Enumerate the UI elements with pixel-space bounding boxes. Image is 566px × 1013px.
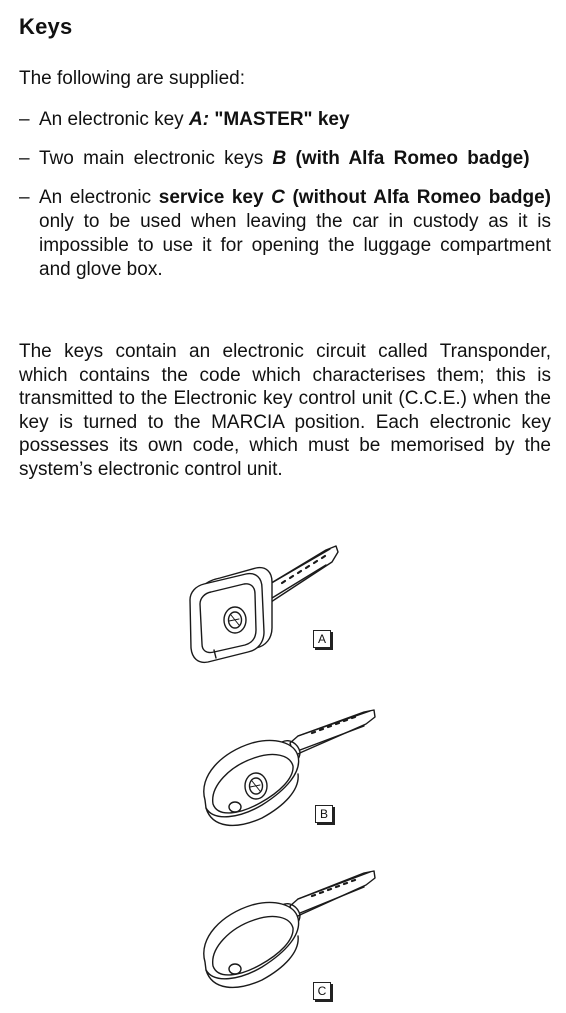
intro-text: The following are supplied: [19,68,246,89]
bullet-dash: – [19,187,30,208]
text-run: Two main electronic keys [39,148,273,169]
bold-text: (with Alfa Romeo badge) [295,148,530,169]
bold-text: (without Alfa Romeo badge) [292,187,551,208]
bold-text: "MASTER" key [214,109,350,130]
text-run: An electronic [39,187,159,208]
key-letter: C [271,187,285,208]
figure-label-a: A [313,630,331,648]
text-run: An electronic key [39,109,189,130]
figure-label-c: C [313,982,331,1000]
bullet-dash: – [19,109,30,130]
page-title: Keys [19,14,73,39]
figure-label-b: B [315,805,333,823]
bold-text: service key [158,187,264,208]
bullet-dash: – [19,148,30,169]
key-letter: B [272,148,287,169]
text-run: only to be used when leaving the car in custody as it is impossible to use it for opening the luggage compartment and glove box. [39,211,551,280]
body-paragraph: The keys contain an electronic circuit called Transponder, which contains the code which characterises them; this is transmitted to the Electronic key control unit (C.C.E.) when the key is turned to the MARCIA position. Each electronic key possesses its own code, which must be memorised by the system’s electronic control unit. [19,341,551,480]
key-letter: A: [188,109,210,130]
